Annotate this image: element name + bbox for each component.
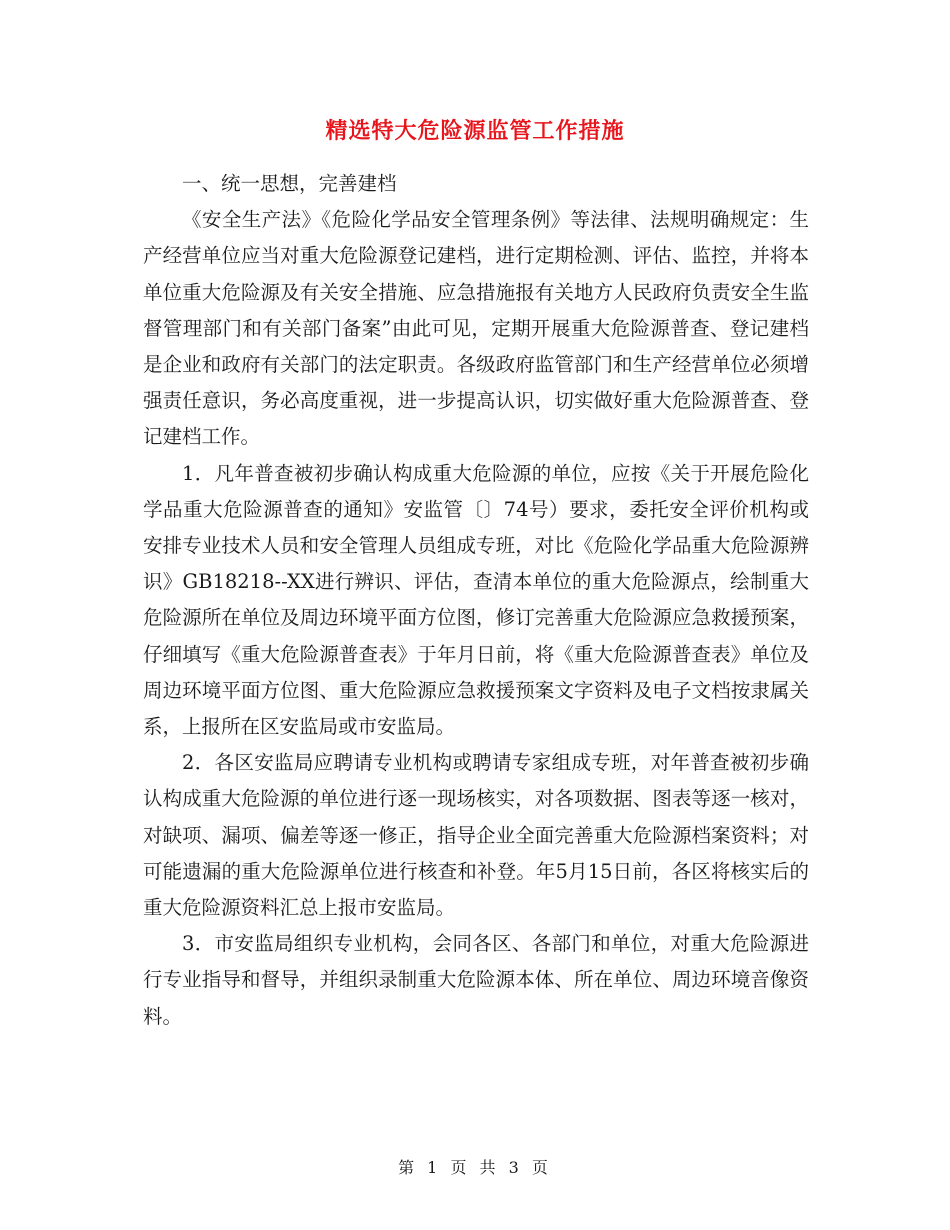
paragraph-item-2: 2．各区安监局应聘请专业机构或聘请专家组成专班，对年普查被初步确认构成重大危险源的单位进行逐一现场核实，对各项数据、图表等逐一核对，对缺项、漏项、偏差等逐一修正，指导企业全面完善重大危险源档案资料；对可能遗漏的重大危险源单位进行核查和补登。年5月15日前，各区将核实后的重大危险源资料汇总上报市安监局。	[143, 751, 809, 920]
document-body	[143, 166, 809, 1035]
page-number-footer: 第 1 页 共 3 页	[398, 1158, 552, 1177]
paragraph-item-1: 1．凡年普查被初步确认构成重大危险源的单位，应按《关于开展危险化学品重大危险源普查的通知》安监管〔〕74号）要求，委托安全评价机构或安排专业技术人员和安全管理人员组成专班，对比《危险化学品重大危险源辨识》GB18218--XX进行辨识、评估，查清本单位的重大危险源点，绘制重大危险源所在单位及周边环境平面方位图，修订完善重大危险源应急救援预案，仔细填写《重大危险源普查表》于年月日前，将《重大危险源普查表》单位及周边环境平面方位图、重大危险源应急救援预案文字资料及电子文档按隶属关系，上报所在区安监局或市安监局。	[143, 461, 809, 739]
paragraph-intro: 《安全生产法》《危险化学品安全管理条例》等法律、法规明确规定：生产经营单位应当对重大危险源登记建档，进行定期检测、评估、监控，并将本单位重大危险源及有关安全措施、应急措施报有关地方人民政府负责安全生监督管理部门和有关部门备案”由此可见，定期开展重大危险源普查、登记建档是企业和政府有关部门的法定职责。各级政府监管部门和生产经营单位必须增强责任意识，务必高度重视，进一步提高认识，切实做好重大危险源普查、登记建档工作。	[143, 208, 809, 449]
paragraph-item-3: 3．市安监局组织专业机构，会同各区、各部门和单位，对重大危险源进行专业指导和督导，并组织录制重大危险源本体、所在单位、周边环境音像资料。	[143, 932, 809, 1028]
document-title: 精选特大危险源监管工作措施	[325, 119, 625, 144]
section-heading: 一、统一思想，完善建档	[182, 172, 397, 195]
